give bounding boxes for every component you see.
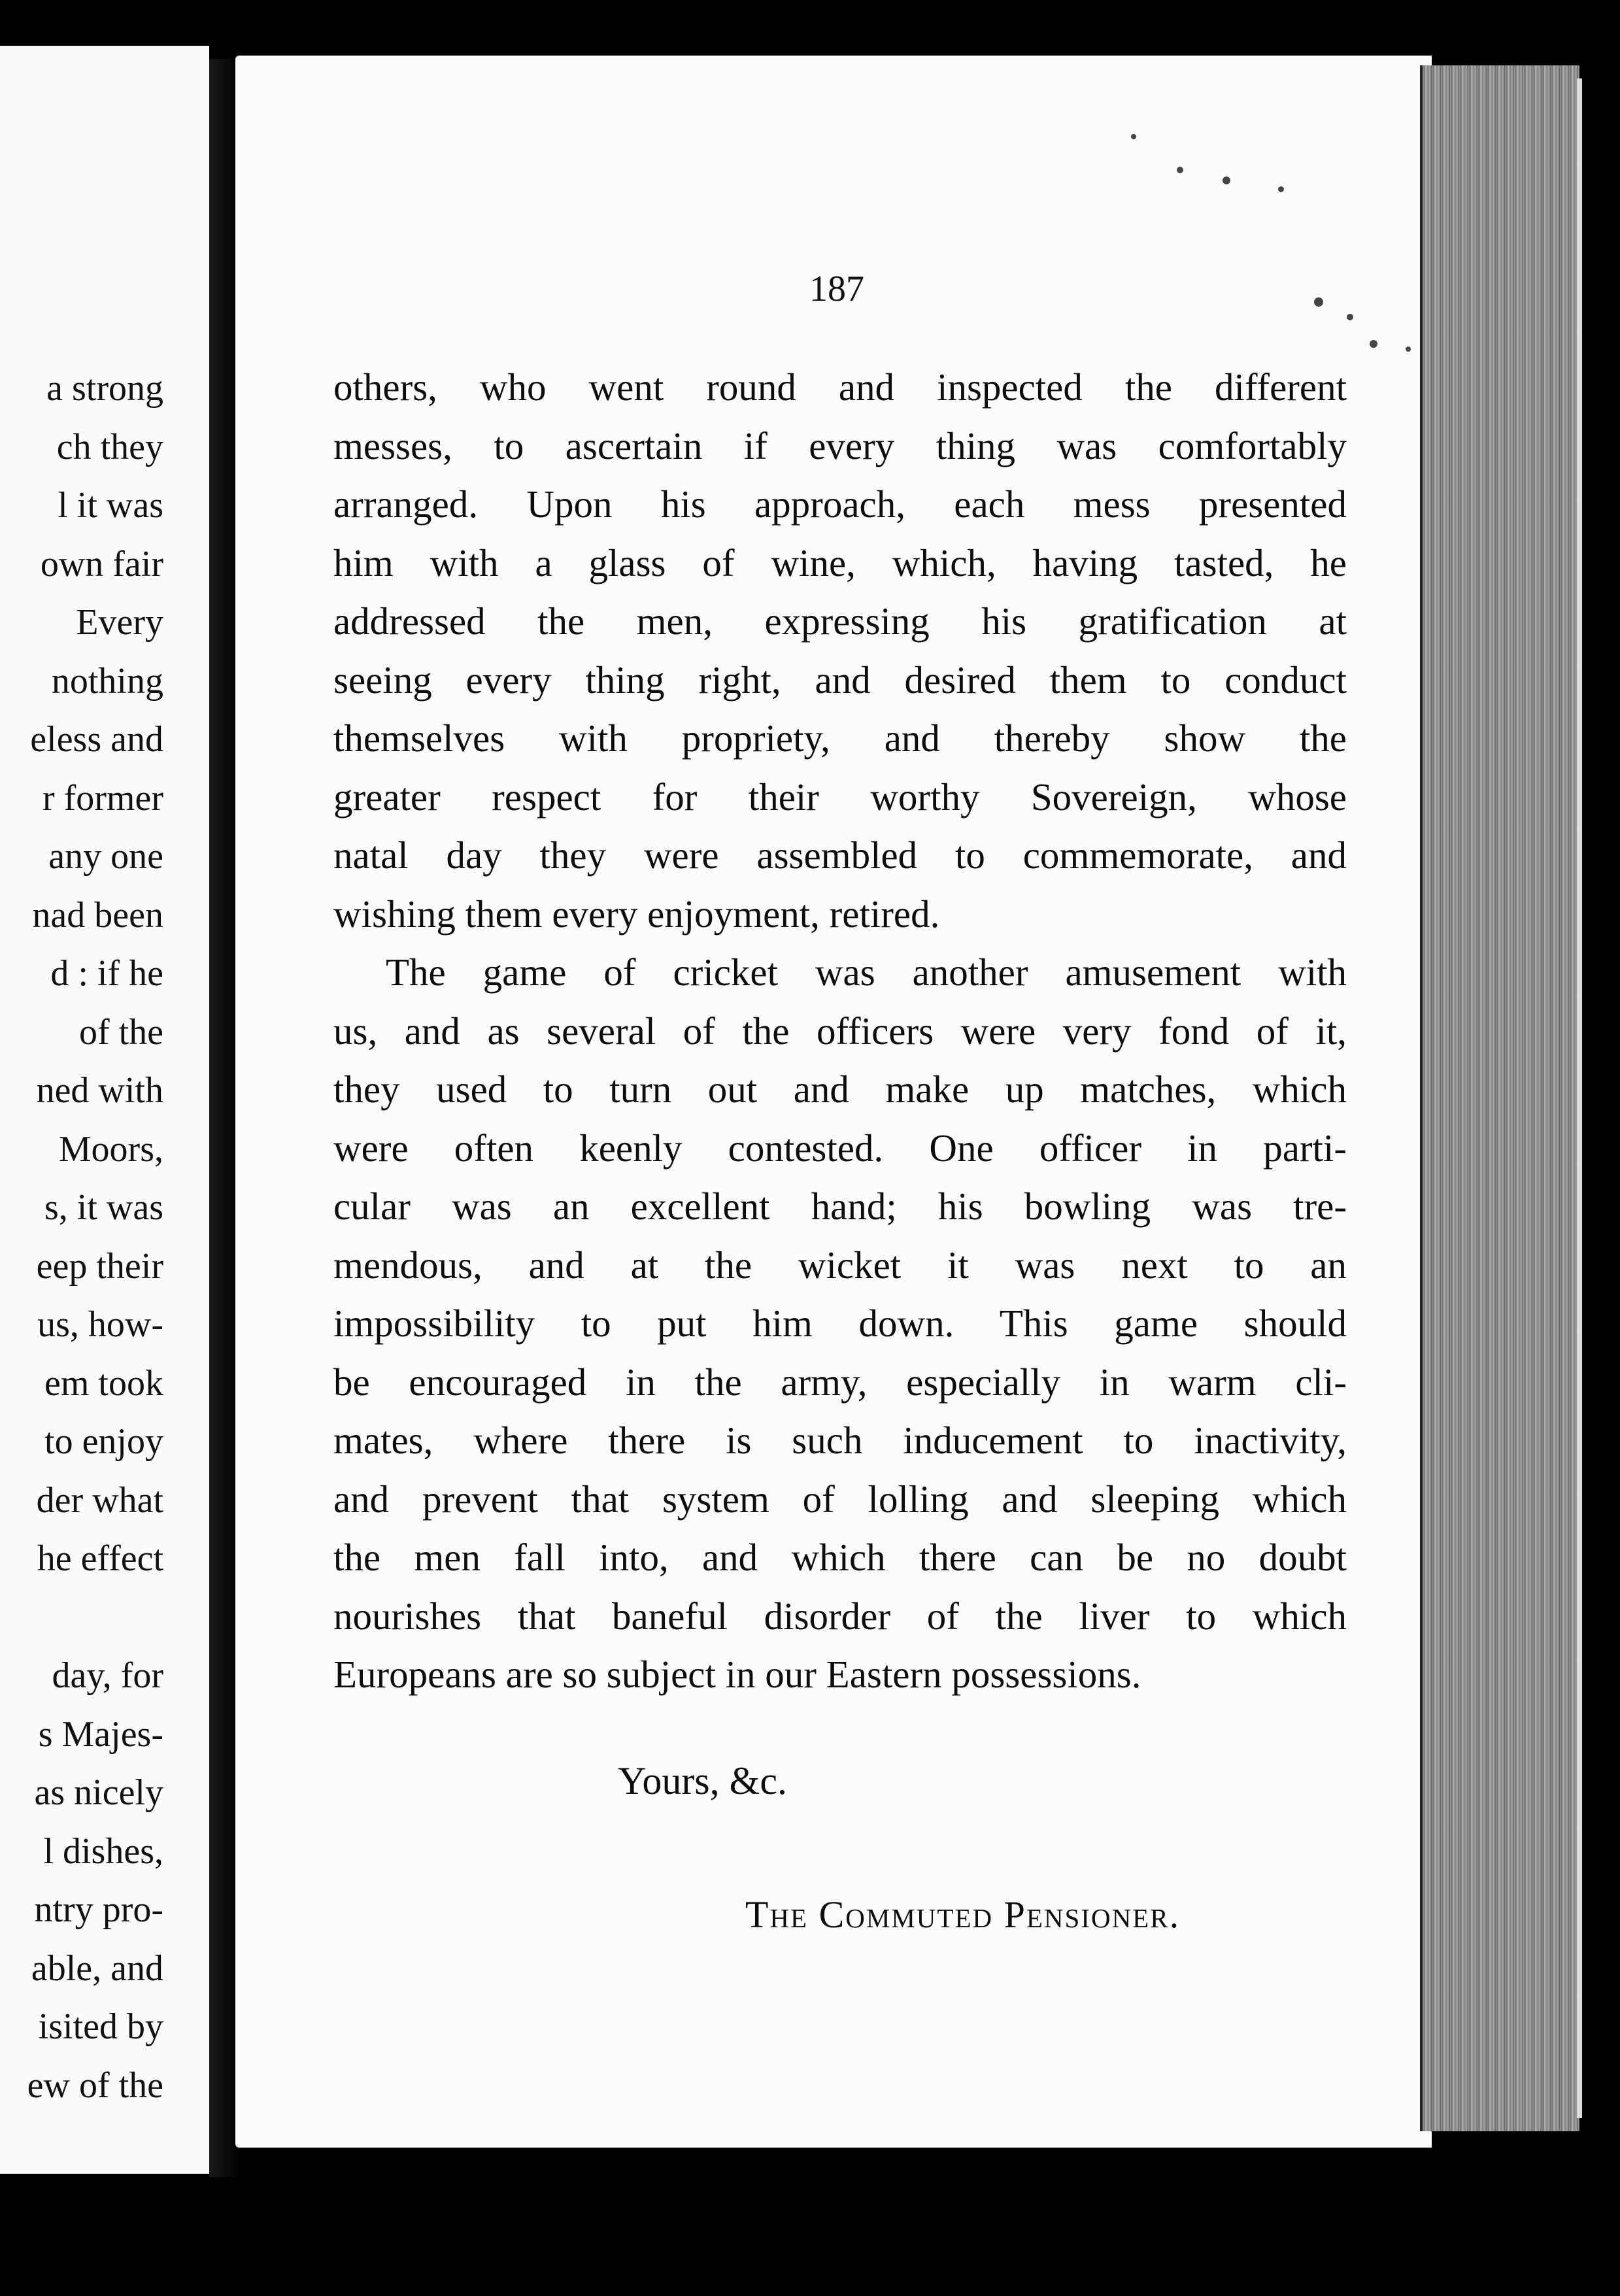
stain-speck <box>1347 314 1353 320</box>
page-number: 187 <box>809 269 864 309</box>
left-text-line: der what <box>36 1479 163 1521</box>
left-text-line: r former <box>42 777 163 819</box>
left-text-line: eless and <box>30 719 163 760</box>
left-text-line: Moors, <box>58 1128 163 1170</box>
text-line: mendous, and at the wicket it was next to an <box>333 1243 1347 1287</box>
stain-speck <box>1131 134 1136 139</box>
text-line: be encouraged in the army, especially in warm cli- <box>333 1360 1347 1404</box>
stain-speck <box>1223 177 1230 184</box>
left-text-line: nad been <box>32 894 163 936</box>
stain-speck <box>1278 186 1284 192</box>
left-text-line: ch they <box>56 426 163 467</box>
text-line: nourishes that baneful disorder of the liver to which <box>333 1594 1347 1638</box>
left-text-line: d : if he <box>50 953 163 994</box>
left-text-line: us, how- <box>37 1304 163 1345</box>
text-line: themselves with propriety, and thereby show the <box>333 717 1347 760</box>
left-text-line: isited by <box>38 2006 163 2047</box>
text-line: natal day they were assembled to commemorate, and <box>333 834 1347 877</box>
left-text-line: ned with <box>36 1070 163 1111</box>
left-text-line <box>0 1589 163 1647</box>
page-edges <box>1420 65 1579 2131</box>
text-line: others, who went round and inspected the different <box>333 365 1347 409</box>
text-line: they used to turn out and make up matches, which <box>333 1068 1347 1111</box>
stain-speck <box>1177 167 1183 173</box>
text-line: us, and as several of the officers were very fond of it, <box>333 1009 1347 1053</box>
left-page-text <box>0 360 163 2115</box>
left-text-line: ntry pro- <box>34 1889 163 1930</box>
left-text-line: able, and <box>31 1948 163 1989</box>
left-text-line: he effect <box>37 1538 163 1579</box>
text-line: cular was an excellent hand; his bowling was tre- <box>333 1185 1347 1228</box>
text-line: mates, where there is such inducement to inactivity, <box>333 1419 1347 1462</box>
signature: The Commuted Pensioner. <box>745 1893 1181 1936</box>
left-text-line: s Majes- <box>38 1714 163 1755</box>
left-text-line: s, it was <box>44 1187 163 1228</box>
left-text-line: any one <box>48 836 163 877</box>
left-text-line: l it was <box>58 485 163 526</box>
text-line: and prevent that system of lolling and sleeping which <box>333 1477 1347 1521</box>
paragraph-1 <box>333 358 1347 943</box>
text-line: the men fall into, and which there can be no doubt <box>333 1536 1347 1579</box>
left-text-line: nothing <box>51 660 163 701</box>
left-text-line: of the <box>78 1011 163 1053</box>
text-line: Europeans are so subject in our Eastern possessions. <box>333 1653 1141 1696</box>
closing-line: Yours, &c. <box>618 1759 787 1802</box>
left-text-line: em took <box>44 1362 163 1404</box>
text-line: messes, to ascertain if every thing was comfortably <box>333 424 1347 467</box>
text-line: arranged. Upon his approach, each mess presented <box>333 482 1347 526</box>
body-text <box>333 358 1347 1704</box>
left-text-line: as nicely <box>34 1772 163 1813</box>
page-edge-highlight <box>1577 78 1582 2118</box>
stain-speck <box>1406 346 1411 352</box>
text-line: were often keenly contested. One officer in parti- <box>333 1126 1347 1170</box>
text-line: seeing every thing right, and desired them to conduct <box>333 658 1347 701</box>
left-text-line: to enjoy <box>44 1421 163 1462</box>
left-text-line: day, for <box>52 1655 163 1696</box>
stain-speck <box>1370 340 1377 348</box>
left-facing-page <box>0 46 209 2174</box>
left-text-line: a strong <box>46 368 163 409</box>
text-line: The game of cricket was another amusement with <box>386 951 1347 994</box>
left-text-line: eep their <box>36 1245 163 1287</box>
paragraph-2 <box>333 943 1347 1704</box>
left-text-line: ew of the <box>27 2065 163 2106</box>
text-line: greater respect for their worthy Sovereign, whose <box>333 775 1347 819</box>
left-text-line: Every <box>76 602 163 643</box>
text-line: him with a glass of wine, which, having tasted, he <box>333 541 1347 584</box>
text-line: impossibility to put him down. This game should <box>333 1302 1347 1345</box>
stain-speck <box>1314 297 1323 307</box>
left-text-line: own fair <box>40 543 163 584</box>
text-line: addressed the men, expressing his gratification at <box>333 599 1347 643</box>
left-text-line: l dishes, <box>43 1831 163 1872</box>
text-line: wishing them every enjoyment, retired. <box>333 892 940 936</box>
